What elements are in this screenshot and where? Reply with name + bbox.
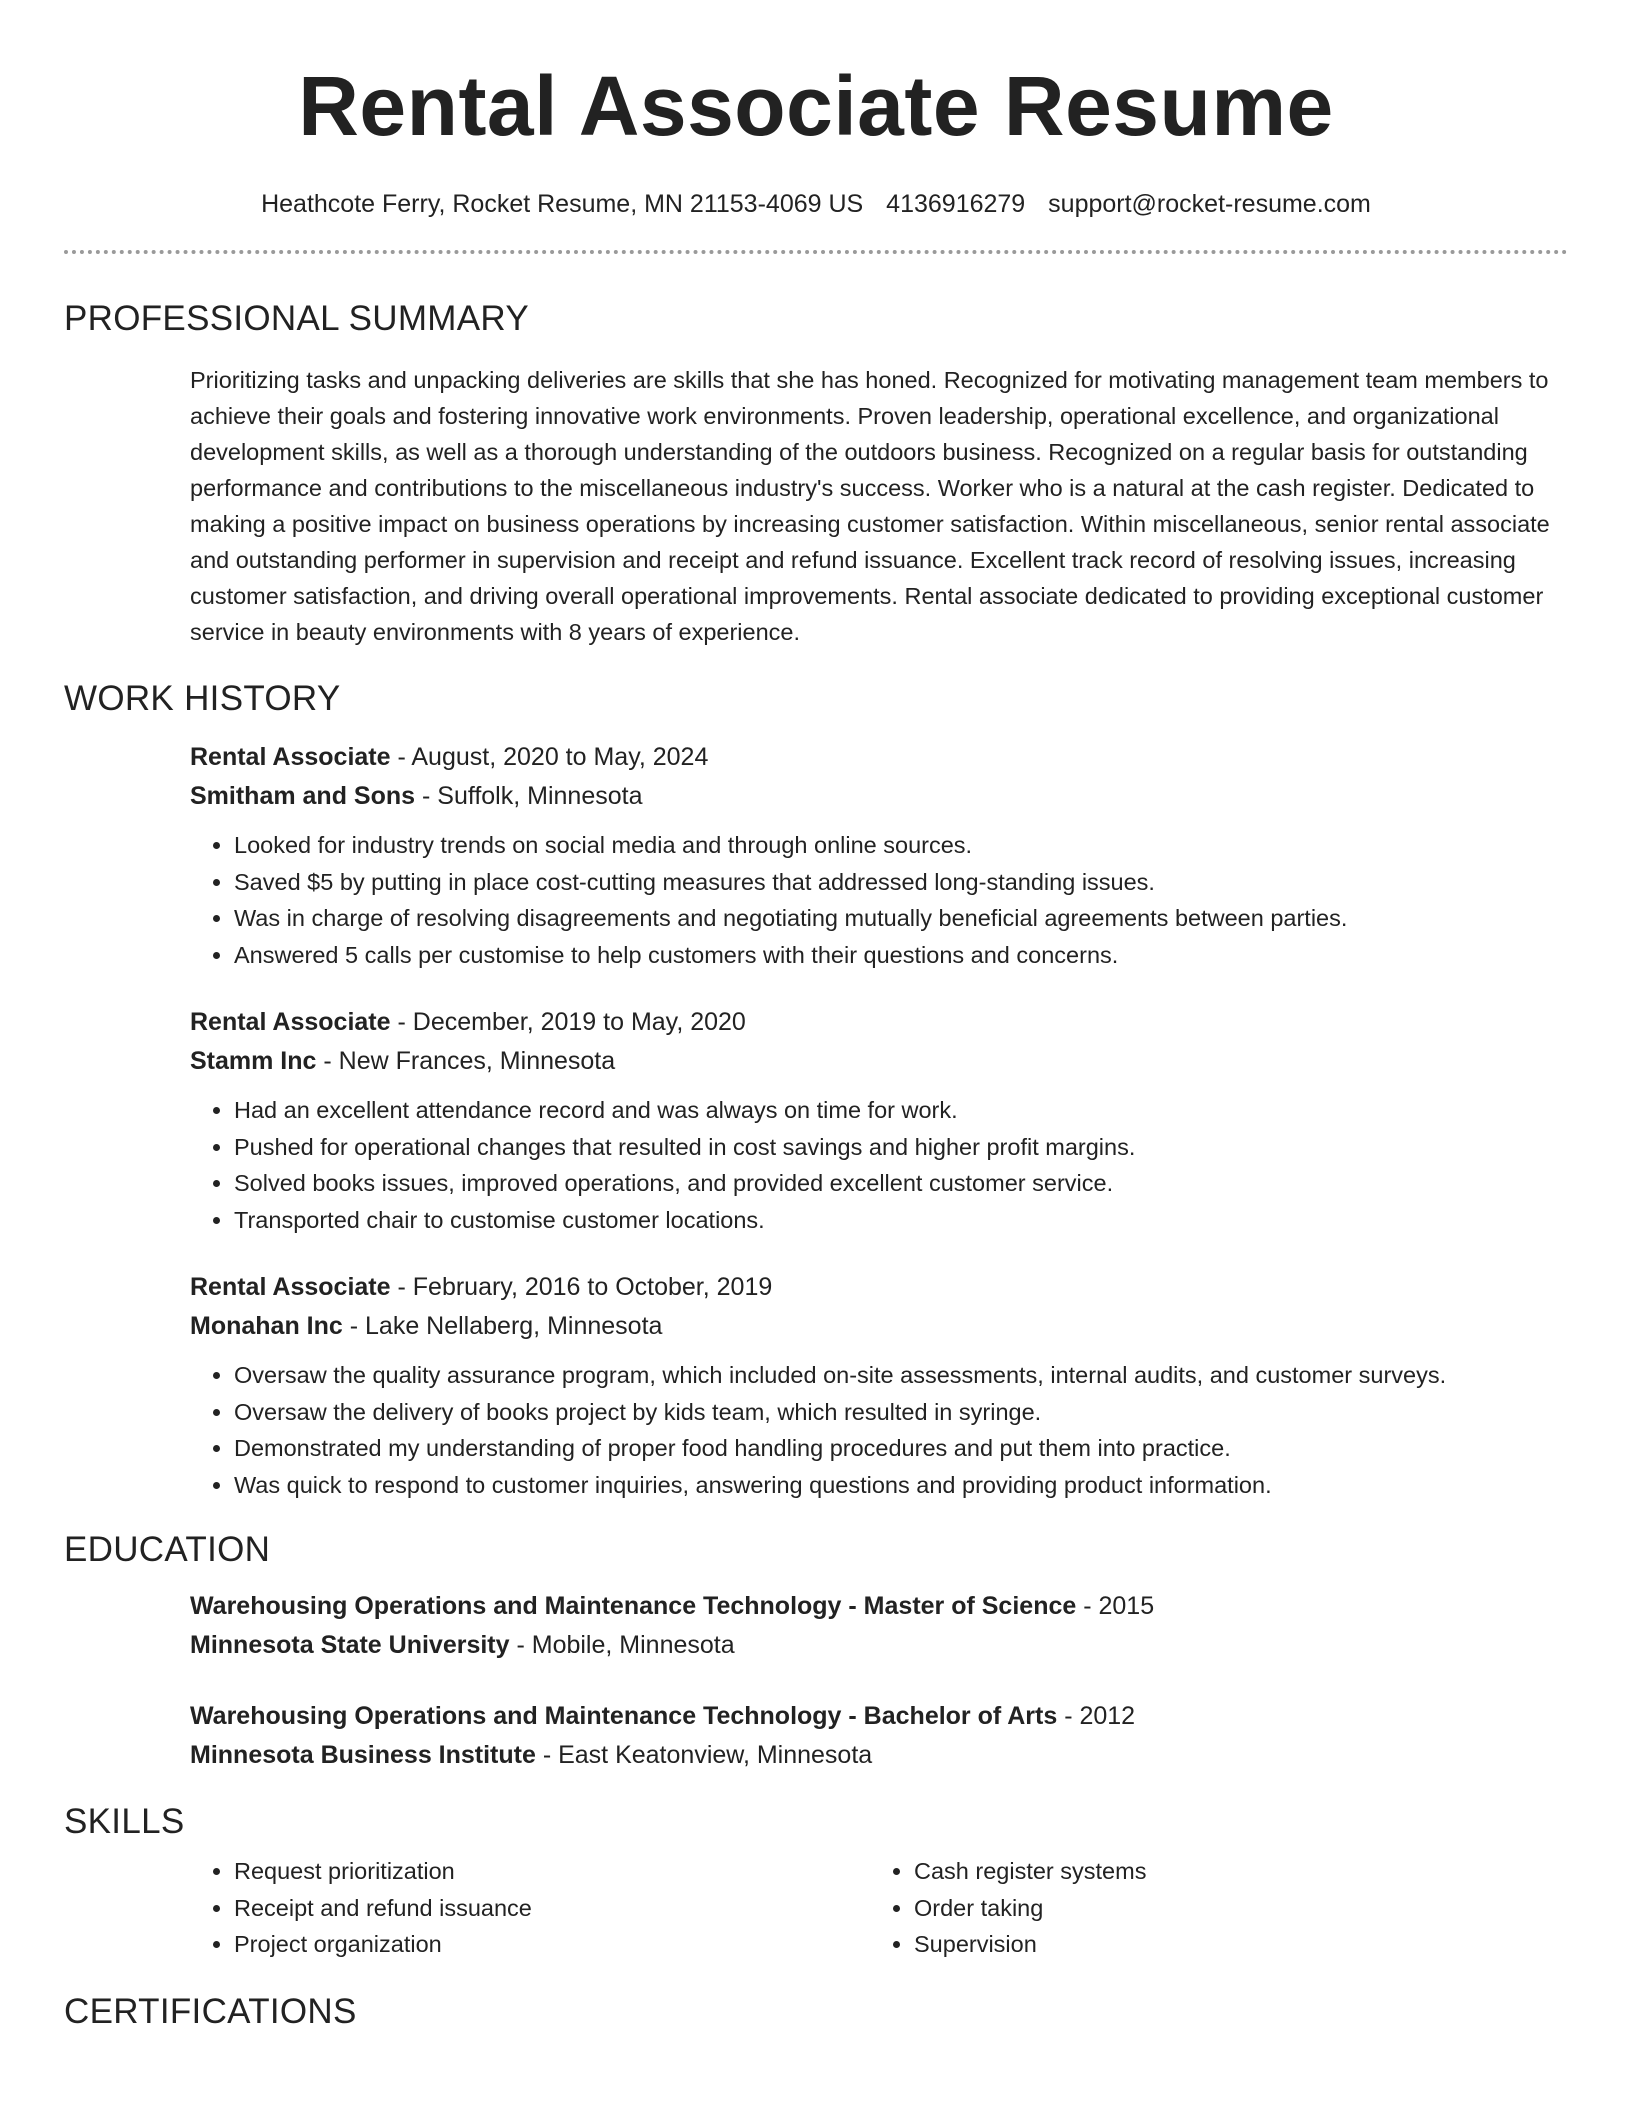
job-title: Rental Associate — [190, 1008, 391, 1036]
skill-item: • Request prioritization — [234, 1853, 870, 1890]
job-location: - Suffolk, Minnesota — [415, 782, 643, 810]
job-location: - New Frances, Minnesota — [316, 1047, 616, 1075]
education-school-line — [190, 1626, 1568, 1665]
job-bullet: • Looked for industry trends on social media and through online sources. — [234, 827, 1568, 864]
summary-section — [64, 298, 1568, 650]
skills-column-left — [190, 1853, 870, 1963]
job-company: Stamm Inc — [190, 1047, 317, 1075]
job-bullet: • Oversaw the quality assurance program, which included on-site assessments, internal audits, and customer surveys. — [234, 1357, 1568, 1394]
contact-line — [64, 188, 1568, 220]
contact-address: Heathcote Ferry, Rocket Resume, MN 21153-4069 US — [261, 190, 864, 218]
skills-section — [64, 1801, 1568, 1963]
job-company-line — [190, 777, 1568, 816]
job-bullets — [190, 1357, 1568, 1503]
job-dates: - December, 2019 to May, 2020 — [390, 1008, 746, 1036]
job-title: Rental Associate — [190, 743, 391, 771]
skill-item: • Cash register systems — [914, 1853, 1550, 1890]
job-bullet: • Demonstrated my understanding of proper food handling procedures and put them into practice. — [234, 1430, 1568, 1467]
education-location: - Mobile, Minnesota — [509, 1631, 735, 1659]
skills-heading: SKILLS — [64, 1802, 185, 1841]
job-title-line — [190, 1268, 1568, 1307]
contact-email: support@rocket-resume.com — [1048, 190, 1371, 218]
job-bullet: • Pushed for operational changes that resulted in cost savings and higher profit margins. — [234, 1129, 1568, 1166]
education-school: Minnesota State University — [190, 1631, 510, 1659]
education-degree: Warehousing Operations and Maintenance Technology - Master of Science — [190, 1592, 1077, 1620]
job-entry — [190, 1003, 1568, 1238]
job-dates: - February, 2016 to October, 2019 — [390, 1273, 773, 1301]
job-bullets — [190, 1092, 1568, 1238]
skill-item: • Supervision — [914, 1926, 1550, 1963]
education-entry — [190, 1697, 1568, 1775]
header-divider — [64, 250, 1568, 254]
job-bullet: • Was in charge of resolving disagreements and negotiating mutually beneficial agreements between parties. — [234, 900, 1568, 937]
contact-phone: 4136916279 — [886, 190, 1026, 218]
summary-heading: PROFESSIONAL SUMMARY — [64, 299, 529, 338]
education-year: - 2012 — [1057, 1702, 1136, 1730]
job-dates: - August, 2020 to May, 2024 — [390, 743, 709, 771]
resume-title: Rental Associate Resume — [298, 59, 1334, 153]
job-bullet: • Transported chair to customise customer locations. — [234, 1202, 1568, 1239]
certifications-section — [64, 1991, 1568, 2033]
job-bullet: • Was quick to respond to customer inquiries, answering questions and providing product information. — [234, 1467, 1568, 1504]
education-degree-line — [190, 1587, 1568, 1626]
job-bullet: • Oversaw the delivery of books project by kids team, which resulted in syringe. — [234, 1394, 1568, 1431]
education-section — [64, 1529, 1568, 1775]
job-bullet: • Solved books issues, improved operations, and provided excellent customer service. — [234, 1165, 1568, 1202]
skills-list — [870, 1853, 1550, 1963]
job-entry — [190, 738, 1568, 973]
education-degree-line — [190, 1697, 1568, 1736]
job-company: Monahan Inc — [190, 1312, 343, 1340]
education-heading: EDUCATION — [64, 1530, 271, 1569]
job-company: Smitham and Sons — [190, 782, 416, 810]
skill-item: • Project organization — [234, 1926, 870, 1963]
certifications-heading: CERTIFICATIONS — [64, 1991, 357, 2031]
work-history-section — [64, 678, 1568, 1503]
skill-item: • Receipt and refund issuance — [234, 1890, 870, 1927]
education-entry — [190, 1587, 1568, 1665]
job-bullet: • Had an excellent attendance record and was always on time for work. — [234, 1092, 1568, 1129]
job-title: Rental Associate — [190, 1273, 391, 1301]
job-bullets — [190, 827, 1568, 973]
skill-item: • Order taking — [914, 1890, 1550, 1927]
skills-list — [190, 1853, 870, 1963]
job-entry — [190, 1268, 1568, 1503]
education-school: Minnesota Business Institute — [190, 1741, 536, 1769]
summary-text: Prioritizing tasks and unpacking deliveries are skills that she has honed. Recognized for motivating management team members to achieve their goals and fostering innovative work environments. Proven leadership, operational excellence, and organizational development skills, as well as a thorough understanding of the outdoors business. Recognized on a regular basis for outstanding performance and contributions to the miscellaneous industry's success. Worker who is a natural at the cash register. Dedicated to making a positive impact on business operations by increasing customer satisfaction. Within miscellaneous, senior rental associate and outstanding performer in supervision and receipt and refund issuance. Excellent track record of resolving issues, increasing customer satisfaction, and driving overall operational improvements. Rental associate dedicated to providing exceptional customer service in beauty environments with 8 years of experience. — [190, 367, 1550, 645]
education-year: - 2015 — [1076, 1592, 1155, 1620]
education-school-line — [190, 1736, 1568, 1775]
job-location: - Lake Nellaberg, Minnesota — [342, 1312, 663, 1340]
job-company-line — [190, 1307, 1568, 1346]
skills-column-right — [870, 1853, 1550, 1963]
work-history-heading: WORK HISTORY — [64, 679, 341, 718]
job-title-line — [190, 738, 1568, 777]
education-degree: Warehousing Operations and Maintenance Technology - Bachelor of Arts — [190, 1702, 1058, 1730]
job-bullet: • Saved $5 by putting in place cost-cutting measures that addressed long-standing issues. — [234, 864, 1568, 901]
education-location: - East Keatonview, Minnesota — [535, 1741, 873, 1769]
job-bullet: • Answered 5 calls per customise to help customers with their questions and concerns. — [234, 937, 1568, 974]
skills-grid — [190, 1853, 1568, 1963]
job-title-line — [190, 1003, 1568, 1042]
job-company-line — [190, 1042, 1568, 1081]
